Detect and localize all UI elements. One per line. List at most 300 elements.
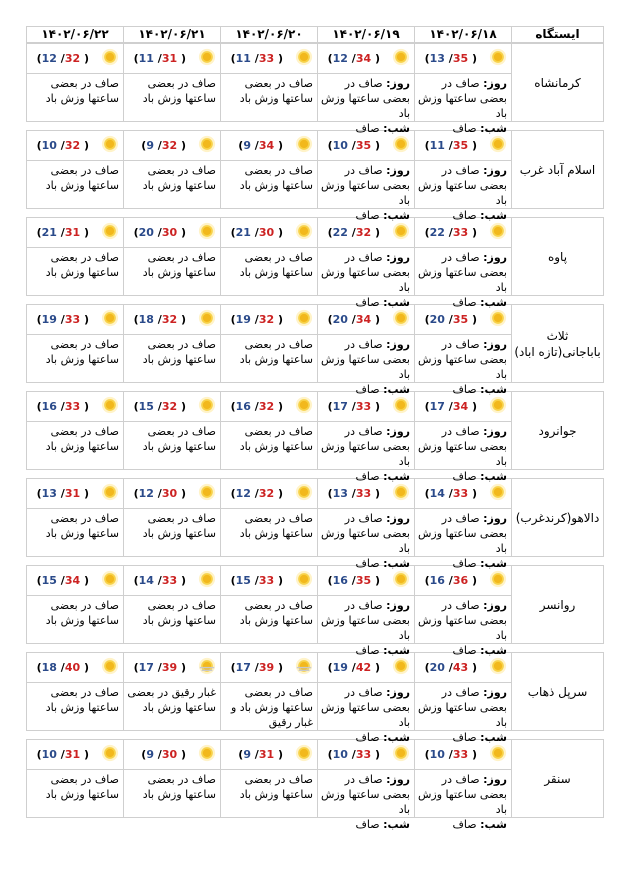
night-forecast: صاف [452,644,477,657]
temperature-line [415,479,511,509]
station-name: سرپل ذهاب [511,653,603,730]
min-temp: 15 [235,574,251,587]
day-forecast: صاف در بعضی ساعتها وزش باد [321,77,410,120]
forecast-description [415,248,511,310]
forecast-text: صاف در بعضی ساعتها وزش باد [239,251,313,279]
min-temp: 16 [332,574,348,587]
sun-icon [198,309,216,331]
sun-icon [489,483,507,505]
forecast-description [318,335,414,397]
forecast-cell [317,305,414,396]
sun-icon [295,483,313,505]
forecast-description [318,422,414,484]
sun-icon [489,135,507,157]
sun-icon [392,396,410,418]
sun-icon [489,744,507,766]
forecast-text: صاف در بعضی ساعتها وزش باد [239,164,313,192]
max-temp: 32 [355,226,372,239]
forecast-cell [27,131,123,208]
temperature-range: (20 /34 ) [327,313,380,326]
night-label: شب: [383,731,410,744]
forecast-cell [414,218,511,309]
forecast-text: صاف در بعضی ساعتها وزش باد [239,425,313,453]
header-date: ۱۴۰۲/۰۶/۱۸ [414,27,511,42]
min-temp: 9 [243,139,251,152]
night-forecast: صاف [452,557,477,570]
temperature-range: (16 /32 ) [230,400,283,413]
forecast-description [27,422,123,454]
temperature-range: (9 /34 ) [238,139,283,152]
min-temp: 13 [332,487,348,500]
temperature-range: (13 /31 ) [36,487,89,500]
forecast-cell [414,740,511,831]
night-label: شب: [383,383,410,396]
day-label: روز: [483,425,507,438]
night-forecast: صاف [452,383,477,396]
table-row [26,391,604,483]
forecast-text: غبار رقیق در بعضی ساعتها وزش باد [127,686,216,714]
forecast-cell [317,392,414,483]
temperature-range: (18 /32 ) [133,313,186,326]
forecast-cell [317,566,414,657]
temperature-range: (11 /31 ) [133,52,186,65]
min-temp: 10 [41,748,57,761]
temperature-range: (15 /33 ) [230,574,283,587]
forecast-description [415,596,511,658]
forecast-text: صاف در بعضی ساعتها وزش باد [45,251,119,279]
min-temp: 21 [235,226,251,239]
temperature-range: (17 /34 ) [424,400,477,413]
station-name: پاوه [511,218,603,295]
min-temp: 15 [138,400,154,413]
forecast-cell [27,218,123,295]
day-forecast: صاف در بعضی ساعتها وزش باد [321,599,410,642]
max-temp: 33 [64,313,81,326]
day-forecast: صاف در بعضی ساعتها وزش باد [418,251,507,294]
forecast-cell [27,392,123,469]
max-temp: 34 [355,313,372,326]
forecast-description [318,161,414,223]
forecast-description [221,422,317,454]
night-label: شب: [383,557,410,570]
max-temp: 30 [161,487,178,500]
day-forecast: صاف در بعضی ساعتها وزش باد [418,599,507,642]
forecast-description [415,422,511,484]
forecast-cell [414,44,511,135]
temperature-range: (9 /30 ) [141,748,186,761]
max-temp: 34 [64,574,81,587]
forecast-text: صاف در بعضی ساعتها وزش باد [142,338,216,366]
min-temp: 21 [41,226,57,239]
forecast-cell [414,653,511,744]
forecast-cell [123,305,220,382]
temperature-line [415,44,511,74]
temperature-range: (13 /35 ) [424,52,477,65]
temperature-range: (17 /39 ) [133,661,186,674]
forecast-cell [317,653,414,744]
forecast-text: صاف در بعضی ساعتها وزش باد [239,338,313,366]
sun-icon [101,570,119,592]
temperature-range: (16 /36 ) [424,574,477,587]
night-label: شب: [383,470,410,483]
night-forecast: صاف [452,209,477,222]
sun-icon [101,135,119,157]
day-forecast: صاف در بعضی ساعتها وزش باد [418,686,507,729]
night-forecast: صاف [452,818,477,831]
max-temp: 33 [452,226,469,239]
forecast-description [124,422,220,454]
forecast-description [318,596,414,658]
temperature-line [318,44,414,74]
day-forecast: صاف در بعضی ساعتها وزش باد [321,512,410,555]
max-temp: 43 [452,661,469,674]
temperature-range: (19 /33 ) [36,313,89,326]
sun-icon [295,744,313,766]
min-temp: 13 [41,487,57,500]
night-label: شب: [480,557,507,570]
forecast-text: صاف در بعضی ساعتها وزش باد [239,77,313,105]
day-forecast: صاف در بعضی ساعتها وزش باد [418,338,507,381]
temperature-line [221,740,317,770]
station-name: ثلاث باباجانی(تازه اباد) [511,305,603,382]
temperature-line [27,305,123,335]
sun-icon [101,744,119,766]
header-date: ۱۴۰۲/۰۶/۲۲ [41,27,109,41]
day-label: روز: [386,338,410,351]
forecast-text: صاف در بعضی ساعتها وزش باد [45,686,119,714]
sun-icon [295,135,313,157]
forecast-cell [317,740,414,831]
max-temp: 32 [258,487,275,500]
forecast-text: صاف در بعضی ساعتها وزش باد [239,512,313,540]
forecast-description [124,335,220,367]
min-temp: 16 [429,574,445,587]
night-forecast: صاف [355,383,380,396]
forecast-cell [123,218,220,295]
forecast-description [221,161,317,193]
night-label: شب: [383,644,410,657]
forecast-text: صاف در بعضی ساعتها وزش باد [142,77,216,105]
min-temp: 19 [41,313,57,326]
forecast-cell [317,479,414,570]
temperature-range: (10 /33 ) [327,748,380,761]
forecast-cell [220,566,317,643]
temperature-line [415,392,511,422]
forecast-cell [123,44,220,121]
forecast-description [27,683,123,715]
min-temp: 11 [235,52,251,65]
day-label: روز: [483,773,507,786]
temperature-range: (14 /33 ) [424,487,477,500]
forecast-text: صاف در بعضی ساعتها وزش باد [142,599,216,627]
min-temp: 16 [235,400,251,413]
forecast-cell [414,131,511,222]
day-label: روز: [386,512,410,525]
forecast-cell [414,305,511,396]
max-temp: 31 [64,487,81,500]
day-forecast: صاف در بعضی ساعتها وزش باد [418,164,507,207]
table-header [26,26,604,43]
temperature-line [27,740,123,770]
temperature-line [27,44,123,74]
forecast-cell [123,392,220,469]
forecast-description [318,770,414,832]
max-temp: 42 [355,661,372,674]
sun-icon [392,744,410,766]
forecast-cell [27,479,123,556]
night-forecast: صاف [355,296,380,309]
max-temp: 33 [161,574,178,587]
sun-icon [489,222,507,244]
forecast-cell [27,566,123,643]
forecast-description [221,770,317,802]
max-temp: 34 [452,400,469,413]
temperature-line [221,566,317,596]
temperature-range: (20 /43 ) [424,661,477,674]
night-label: شب: [383,122,410,135]
min-temp: 11 [429,139,445,152]
forecast-cell [27,44,123,121]
night-forecast: صاف [355,818,380,831]
station-name: سنقر [511,740,603,817]
forecast-cell [317,44,414,135]
forecast-description [27,596,123,628]
night-forecast: صاف [452,296,477,309]
temperature-range: (19 /32 ) [230,313,283,326]
day-forecast: صاف در بعضی ساعتها وزش باد [418,425,507,468]
forecast-text: صاف در بعضی ساعتها وزش باد [45,599,119,627]
station-name: کرمانشاه [511,44,603,121]
day-label: روز: [386,425,410,438]
day-forecast: صاف در بعضی ساعتها وزش باد [321,773,410,816]
min-temp: 20 [138,226,154,239]
forecast-text: صاف در بعضی ساعتها وزش باد [45,425,119,453]
max-temp: 35 [355,574,372,587]
day-label: روز: [483,338,507,351]
night-label: شب: [480,470,507,483]
sun-icon [198,570,216,592]
temperature-line [415,740,511,770]
max-temp: 33 [258,574,275,587]
header-date: ۱۴۰۲/۰۶/۲۰ [220,27,317,42]
sun-icon [489,309,507,331]
temperature-range: (21 /30 ) [230,226,283,239]
temperature-line [124,653,220,683]
station-name: روانسر [511,566,603,643]
night-forecast: صاف [452,731,477,744]
temperature-line [221,305,317,335]
min-temp: 17 [429,400,445,413]
forecast-cell [123,131,220,208]
day-label: روز: [386,164,410,177]
header-date: ۱۴۰۲/۰۶/۱۹ [317,27,414,42]
temperature-range: (19 /42 ) [327,661,380,674]
day-forecast: صاف در بعضی ساعتها وزش باد [321,251,410,294]
header-station: ایستگاه [511,27,603,42]
forecast-description [124,74,220,106]
max-temp: 33 [452,748,469,761]
station-name: اسلام آباد غرب [511,131,603,208]
max-temp: 32 [258,400,275,413]
max-temp: 32 [258,313,275,326]
day-forecast: صاف در بعضی ساعتها وزش باد [418,512,507,555]
max-temp: 32 [161,313,178,326]
min-temp: 12 [235,487,251,500]
temperature-range: (22 /33 ) [424,226,477,239]
forecast-description [318,683,414,745]
temperature-range: (16 /33 ) [36,400,89,413]
forecast-description [318,74,414,136]
forecast-table [26,26,604,831]
temperature-line [415,305,511,335]
min-temp: 14 [429,487,445,500]
night-label: شب: [383,209,410,222]
temperature-line [124,218,220,248]
sun-icon [295,222,313,244]
night-forecast: صاف [355,209,380,222]
forecast-description [221,596,317,628]
forecast-description [27,161,123,193]
min-temp: 17 [235,661,251,674]
sun-icon [295,570,313,592]
forecast-description [124,509,220,541]
forecast-description [318,509,414,571]
temperature-line [415,566,511,596]
max-temp: 31 [258,748,275,761]
day-label: روز: [386,251,410,264]
day-label: روز: [483,599,507,612]
temperature-line [318,566,414,596]
sun-icon [198,483,216,505]
night-label: شب: [480,122,507,135]
forecast-description [221,74,317,106]
temperature-line [27,479,123,509]
table-row [26,217,604,309]
min-temp: 17 [138,661,154,674]
max-temp: 35 [452,52,469,65]
day-forecast: صاف در بعضی ساعتها وزش باد [418,773,507,816]
sun-icon [101,483,119,505]
min-temp: 10 [41,139,57,152]
day-label: روز: [386,686,410,699]
forecast-cell [414,566,511,657]
forecast-cell [414,392,511,483]
sun-icon [489,48,507,70]
table-row [26,652,604,744]
max-temp: 30 [258,226,275,239]
max-temp: 32 [64,52,81,65]
temperature-range: (10 /35 ) [327,139,380,152]
night-label: شب: [383,296,410,309]
night-forecast: صاف [452,122,477,135]
temperature-line [27,392,123,422]
night-forecast: صاف [355,470,380,483]
temperature-range: (14 /33 ) [133,574,186,587]
max-temp: 39 [161,661,178,674]
sun-icon [295,48,313,70]
forecast-cell [220,131,317,208]
forecast-description [415,161,511,223]
forecast-description [124,248,220,280]
forecast-description [415,683,511,745]
min-temp: 18 [138,313,154,326]
forecast-description [27,74,123,106]
temperature-line [318,653,414,683]
max-temp: 39 [258,661,275,674]
station-name: جوانرود [511,392,603,469]
temperature-range: (16 /35 ) [327,574,380,587]
temperature-line [124,392,220,422]
forecast-text: صاف در بعضی ساعتها وزش باد [45,773,119,801]
forecast-text: صاف در بعضی ساعتها وزش باد [45,338,119,366]
table-row [26,130,604,222]
max-temp: 31 [64,748,81,761]
temperature-range: (15 /34 ) [36,574,89,587]
temperature-range: (13 /33 ) [327,487,380,500]
temperature-line [221,392,317,422]
night-forecast: صاف [355,644,380,657]
min-temp: 20 [429,661,445,674]
min-temp: 16 [41,400,57,413]
night-label: شب: [480,296,507,309]
temperature-line [318,131,414,161]
min-temp: 11 [138,52,154,65]
temperature-range: (12 /30 ) [133,487,186,500]
min-temp: 14 [138,574,154,587]
table-row [26,478,604,570]
temperature-line [415,131,511,161]
sun-icon [198,48,216,70]
temperature-line [124,305,220,335]
max-temp: 34 [258,139,275,152]
day-forecast: صاف در بعضی ساعتها وزش باد [418,77,507,120]
sun-icon [392,657,410,679]
sun-icon [489,570,507,592]
forecast-description [415,74,511,136]
temperature-range: (18 /40 ) [36,661,89,674]
night-forecast: صاف [452,470,477,483]
forecast-cell [123,479,220,556]
forecast-description [124,596,220,628]
forecast-description [27,770,123,802]
sun-icon [198,222,216,244]
forecast-text: صاف در بعضی ساعتها وزش باد [45,512,119,540]
sun-icon [295,309,313,331]
max-temp: 33 [64,400,81,413]
forecast-cell [414,479,511,570]
forecast-description [221,248,317,280]
max-temp: 31 [64,226,81,239]
max-temp: 35 [355,139,372,152]
table-row [26,565,604,657]
forecast-description [221,335,317,367]
temperature-line [27,653,123,683]
temperature-range: (22 /32 ) [327,226,380,239]
sun-icon [392,309,410,331]
forecast-cell [27,653,123,730]
night-label: شب: [480,383,507,396]
forecast-cell [220,305,317,382]
header-date: ۱۴۰۲/۰۶/۲۱ [123,27,220,42]
min-temp: 20 [332,313,348,326]
min-temp: 12 [138,487,154,500]
min-temp: 19 [235,313,251,326]
night-label: شب: [480,209,507,222]
min-temp: 12 [332,52,348,65]
forecast-cell [123,566,220,643]
max-temp: 33 [355,400,372,413]
sun-icon [392,570,410,592]
